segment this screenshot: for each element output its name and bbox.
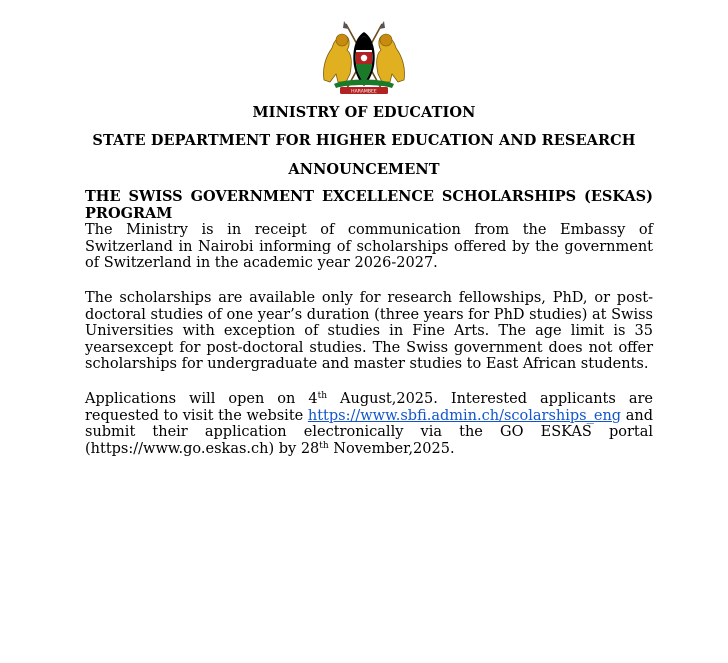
application-text-4: November,2025. <box>328 440 455 457</box>
department-heading: STATE DEPARTMENT FOR HIGHER EDUCATION AND RESEARCH <box>92 132 636 149</box>
ministry-heading: MINISTRY OF EDUCATION <box>252 104 476 121</box>
program-title: THE SWISS GOVERNMENT EXCELLENCE SCHOLARSHIPS (ESKAS) PROGRAM <box>85 188 653 222</box>
announcement-body <box>85 189 653 457</box>
ordinal-suffix-close: th <box>319 440 329 451</box>
application-text-1: Applications will open on 4 <box>85 390 318 407</box>
paragraph-application <box>85 391 653 457</box>
coat-of-arms-emblem <box>316 20 412 96</box>
paragraph-eligibility: The scholarships are available only for research fellowships, PhD, or post-doctoral studies of one year’s duration (three years for PhD studies) at Swiss Universities with exception of studies in Fine Arts. The age limit is 35 yearsexcept for post-doctoral studies. The Swiss government does not offer scholarships for undergraduate and master studies to East African students. <box>85 289 653 373</box>
sbfi-website-link[interactable]: https://www.sbfi.admin.ch/scolarships_eng <box>307 407 622 424</box>
ordinal-suffix-open: th <box>317 390 328 401</box>
announcement-heading: ANNOUNCEMENT <box>288 161 440 178</box>
emblem-motto: HARAMBEE <box>351 89 377 95</box>
application-text-3: and submit their application electronically via the GO ESKAS portal (https://www.go.eskas.ch) by 28 <box>85 407 653 457</box>
paragraph-receipt: The Ministry is in receipt of communication from the Embassy of Switzerland in Nairobi informing of scholarships offered by the government of Switzerland in the academic year 2026-2027. <box>85 222 653 272</box>
application-text-2: August,2025. Interested applicants are requested to visit the website <box>85 390 653 424</box>
